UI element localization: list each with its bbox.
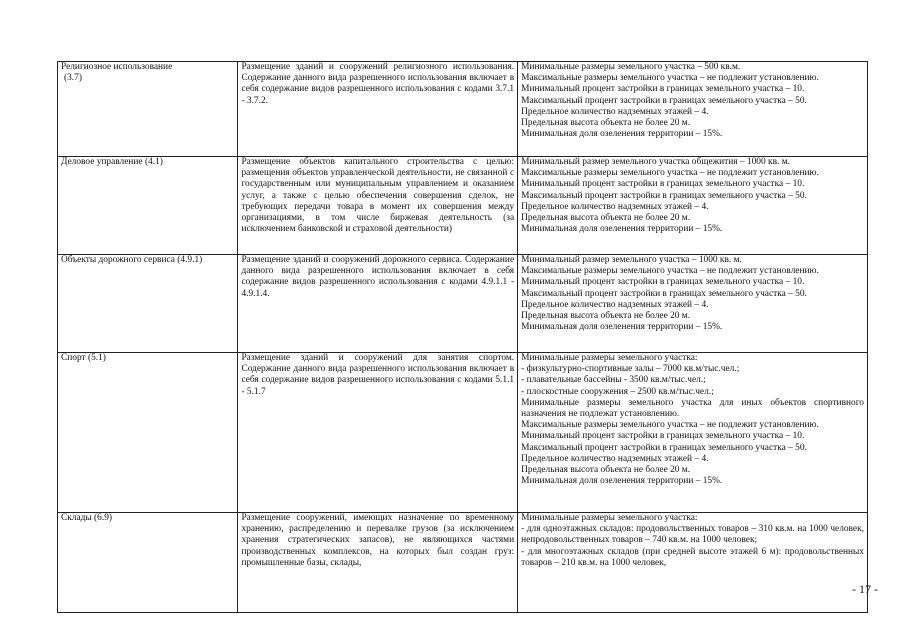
parameter-line: Минимальные размеры земельного участка – 500 кв.м. bbox=[521, 62, 741, 72]
use-type-cell bbox=[58, 513, 238, 613]
use-description-cell bbox=[238, 62, 518, 157]
parameter-line: Максимальные размеры земельного участка – не подлежит установлению. bbox=[521, 168, 819, 179]
parameter-line: Предельная высота объекта не более 20 м. bbox=[521, 465, 691, 476]
use-description-cell bbox=[238, 353, 518, 513]
parameter-line: Минимальный размер земельного участка общежития – 1000 кв. м. bbox=[521, 157, 790, 167]
use-type-code: (3.7) bbox=[64, 73, 82, 84]
parameter-line: Максимальный процент застройки в границах земельного участка – 50. bbox=[521, 190, 807, 201]
parameters-cell bbox=[518, 255, 868, 353]
parameter-line: Максимальные размеры земельного участка – не подлежит установлению. bbox=[521, 73, 819, 84]
parameter-line: - плоскостные сооружения – 2500 кв.м/тыс.чел.; bbox=[521, 386, 714, 397]
parameter-line: Минимальный процент застройки в границах земельного участка – 10. bbox=[521, 179, 805, 190]
use-description: Размещение зданий и сооружений религиозного использования. Содержание данного вида разрешенного использования включает в себя содержание видов разрешенного использования с кодами 3.7.1 - 3.7.2. bbox=[241, 62, 515, 106]
use-type-name: Объекты дорожного сервиса (4.9.1) bbox=[61, 255, 203, 265]
use-type-cell bbox=[58, 62, 238, 157]
use-description-cell bbox=[238, 157, 518, 255]
parameters-cell bbox=[518, 513, 868, 613]
use-type-name: Спорт (5.1) bbox=[61, 353, 106, 363]
parameter-line: Минимальные размеры земельного участка для иных объектов спортивного назначения не подлежат установлению. bbox=[521, 397, 864, 420]
parameter-line: Минимальный размер земельного участка – 1000 кв. м. bbox=[521, 255, 742, 265]
parameter-line: - физкультурно-спортивные залы – 7000 кв.м/тыс.чел.; bbox=[521, 364, 740, 375]
use-description: Размещение сооружений, имеющих назначение по временному хранению, распределению и перевалке грузов (за исключением хранения стратегических запасов), не являющихся частями производственных комплексов, на которых был создан груз: промышленные базы, склады, bbox=[241, 513, 515, 568]
parameter-line: Предельная высота объекта не более 20 м. bbox=[521, 311, 691, 322]
use-description-cell bbox=[238, 255, 518, 353]
use-description: Размещение зданий и сооружений для занятия спортом. Содержание данного вида разрешенного использования включает в себя содержание видов разрешенного использования с кодами 5.1.1 - 5.1.7 bbox=[241, 353, 515, 397]
parameter-line: Максимальные размеры земельного участка – не подлежит установлению. bbox=[521, 420, 819, 431]
parameter-line: Минимальный процент застройки в границах земельного участка – 10. bbox=[521, 84, 805, 95]
parameter-line: Минимальные размеры земельного участка: bbox=[521, 353, 698, 363]
use-description-cell bbox=[238, 513, 518, 613]
parameter-line: Минимальная доля озеленения территории – 15%. bbox=[521, 129, 723, 140]
parameter-line: Предельное количество надземных этажей – 4. bbox=[521, 201, 709, 212]
parameter-line: Максимальный процент застройки в границах земельного участка – 50. bbox=[521, 288, 807, 299]
use-type-name: Склады (6.9) bbox=[61, 513, 113, 523]
parameter-line: Максимальный процент застройки в границах земельного участка – 50. bbox=[521, 95, 807, 106]
parameter-line: Минимальная доля озеленения территории – 15%. bbox=[521, 322, 723, 333]
parameter-line: Предельное количество надземных этажей – 4. bbox=[521, 453, 709, 464]
table-row bbox=[58, 157, 868, 255]
parameter-line: - для одноэтажных складов: продовольственных товаров – 310 кв.м. на 1000 человек, непродовольственных товаров – 740 кв.м. на 1000 человек; bbox=[521, 524, 864, 546]
parameter-line: Предельное количество надземных этажей – 4. bbox=[521, 106, 709, 117]
use-description: Размещение объектов капитального строительства с целью: размещения объектов управленческой деятельности, не связанной с государственным или муниципальным управлением и оказанием услуг, а также с целью обеспечения совершения сделок, не требующих передачи товара в момент их совершения между организациями, в том числе биржевая деятельность (за исключением банковской и страховой деятельности) bbox=[241, 157, 515, 235]
parameters-cell bbox=[518, 157, 868, 255]
use-type-cell bbox=[58, 255, 238, 353]
table-row bbox=[58, 62, 868, 157]
use-type-cell bbox=[58, 353, 238, 513]
land-use-table bbox=[57, 61, 868, 613]
parameter-line: Минимальная доля озеленения территории – 15%. bbox=[521, 476, 723, 487]
parameter-line: Предельная высота объекта не более 20 м. bbox=[521, 213, 691, 224]
parameter-line: Максимальный процент застройки в границах земельного участка – 50. bbox=[521, 442, 807, 453]
use-type-cell bbox=[58, 157, 238, 255]
parameter-line: - плавательные бассейны - 3500 кв.м/тыс.чел.; bbox=[521, 375, 706, 386]
parameters-cell bbox=[518, 62, 868, 157]
parameter-line: - для многоэтажных складов (при средней высоте этажей 6 м): продовольственных товаров – 210 кв.м. на 1000 человек, bbox=[521, 546, 864, 568]
table-row bbox=[58, 353, 868, 513]
page-number: - 17 - bbox=[852, 582, 878, 596]
table-row bbox=[58, 513, 868, 613]
parameter-line: Предельная высота объекта не более 20 м. bbox=[521, 118, 691, 129]
use-type-name: Религиозное использование bbox=[61, 62, 173, 72]
use-description: Размещение зданий и сооружений дорожного сервиса. Содержание данного вида разрешенного использования включает в себя содержание видов разрешенного использования с кодами 4.9.1.1 - 4.9.1.4. bbox=[241, 255, 515, 299]
parameter-line: Минимальный процент застройки в границах земельного участка – 10. bbox=[521, 431, 805, 442]
parameter-line: Минимальная доля озеленения территории – 15%. bbox=[521, 224, 723, 235]
parameter-line: Минимальный процент застройки в границах земельного участка – 10. bbox=[521, 277, 805, 288]
parameter-line: Минимальные размеры земельного участка: bbox=[521, 513, 698, 523]
parameter-line: Максимальные размеры земельного участка – не подлежит установлению. bbox=[521, 266, 819, 277]
parameter-line: Предельное количество надземных этажей – 4. bbox=[521, 299, 709, 310]
use-type-name: Деловое управление (4.1) bbox=[61, 157, 163, 167]
parameters-cell bbox=[518, 353, 868, 513]
table-row bbox=[58, 255, 868, 353]
